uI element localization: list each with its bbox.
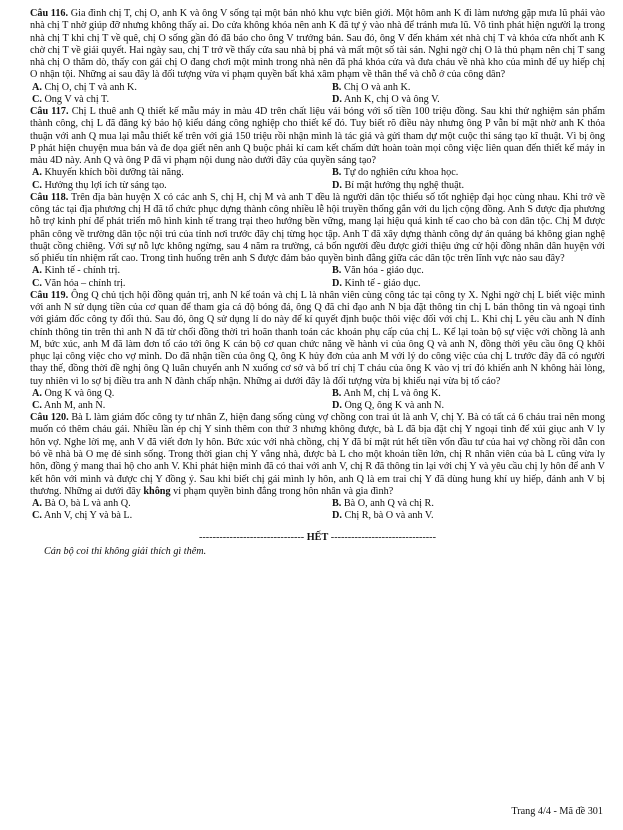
question-number: Câu 120.	[30, 412, 69, 424]
option-text: Chị O, chị T và anh K.	[41, 81, 137, 93]
answer-option	[330, 278, 605, 290]
end-marker	[30, 532, 605, 543]
option-letter: D.	[332, 400, 342, 412]
answer-option	[30, 498, 330, 510]
answer-option	[30, 167, 330, 179]
option-text: Anh K, chị O và ông V.	[341, 93, 440, 105]
option-letter: A.	[32, 167, 42, 179]
question-text	[30, 8, 605, 82]
option-letter: C.	[32, 277, 42, 289]
option-text: Ông Q, ông K và anh N.	[341, 400, 445, 412]
question-body: Bà L làm giám đốc công ty tư nhân Z, hiện đang sống cùng vợ chồng con trai út là anh V, chị Y. Bà có tất cả 6 cháu trai nên mong muốn có thêm cháu gái. Nhiều lần ép chị Y sinh thêm con thứ 3 nhưng không được, bà L đã bịa đặt chị Y ngoại tình để xúi giục anh V ly hôn vợ. Nghe lời mẹ, anh V đã viết đơn ly hôn. Bức xúc với nhà chồng, chị Y đã bí mật rút hết tiền vốn đầu tư của hai vợ chồng rồi dẫn con bỏ về nhà bà O mẹ đẻ sinh sống. Trong thời gian chị Y vắng nhà, được bà L cho một khoản tiền lớn, chị R nhân viên của bà L cũng vừa ly hôn, đồng ý mang thai hộ cho anh V. Khi phát hiện mình đã có thai với anh V, chị R đã thông tin lại với chị Y và yêu cầu chị ly hôn để anh V kết hôn với mình và được chị Y đồng ý. Sau khi biết chị gái mình ly hôn, anh Q là em trai chị Y đã dùng hung khí uy hiếp, đánh anh V bị thương. Những ai dưới đây không vi phạm quyền bình đẳng trong hôn nhân và gia đình?	[30, 412, 605, 497]
option-text: Kinh tế - giáo dục.	[341, 277, 421, 289]
question-number: Câu 117.	[30, 105, 69, 117]
question-body: Ông Q chủ tịch hội đồng quản trị, anh N kế toán và chị L là nhân viên cùng công tác tại công ty X. Nghi ngờ chị L biết việc mình với anh N sử dụng tiền của cơ quan để tham gia cá độ bóng đá, ông Q đã chỉ đạo anh N bịa đặt thông tin chị L bán thông tin và ngoại tình với giám đốc công ty đối thủ. Sau đó, ông Q sử dụng lí do này để kí quyết định buộc thôi việc đối với chị L. Khi chị L yêu cầu anh N đính chính thông tin trên thì anh N đã từ chối đồng thời trì hoãn thanh toán các khoản phụ cấp của chị L. Kể lại toàn bộ sự việc với chồng là anh M, bức xúc, anh M đã làm đơn tố cáo tới ông K cán bộ cơ quan chức năng về hành vi của ông Q và anh N, đồng thời yêu cầu ông Q khôi phục lại công việc cho vợ mình. Do đã nhận tiền của ông Q, ông K hủy đơn của anh M với lý do công việc của chị L trước đây đã có người thay thế, đồng thời đề nghị ông Q luân chuyển anh N xuống cơ sở và bố trí chị T cháu của ông K vào vị trí đó khiến anh N không hài lòng, tuy nhiên vì lo sợ bị điều tra anh N đành chấp nhận. Những ai dưới đây là đối tượng vừa bị khiếu nại vừa bị tố cáo?	[30, 289, 605, 387]
question-number: Câu 119.	[30, 289, 69, 301]
page-footer: Trang 4/4 - Mã đề 301	[511, 806, 603, 817]
option-letter: D.	[332, 93, 342, 105]
answer-option	[330, 167, 605, 179]
question-text	[30, 106, 605, 167]
option-letter: C.	[32, 93, 42, 105]
option-text: Kinh tế - chính trị.	[41, 265, 120, 277]
option-text: Anh V, chị Y và bà L.	[41, 510, 133, 522]
answer-option	[330, 180, 605, 192]
answer-option	[330, 400, 605, 412]
option-letter: B.	[332, 81, 342, 93]
answer-options	[30, 388, 605, 412]
answer-option	[30, 265, 330, 277]
option-letter: D.	[332, 277, 342, 289]
option-letter: A.	[32, 387, 42, 399]
answer-option	[330, 498, 605, 510]
question-block	[30, 290, 605, 413]
option-letter: A.	[32, 498, 42, 510]
option-letter: B.	[332, 387, 342, 399]
emphasis-word: không	[143, 485, 171, 497]
question-list	[30, 8, 605, 522]
option-letter: C.	[32, 179, 42, 191]
question-text	[30, 412, 605, 498]
option-letter: B.	[332, 498, 342, 510]
answer-option	[30, 388, 330, 400]
option-text: Bí mật hưởng thụ nghệ thuật.	[341, 179, 465, 191]
answer-option	[330, 388, 605, 400]
option-text: Bà O, bà L và anh Q.	[41, 498, 131, 510]
option-letter: D.	[332, 510, 342, 522]
option-text: Ông V và chị T.	[41, 93, 110, 105]
option-letter: A.	[32, 265, 42, 277]
question-body: Trên địa bàn huyện X có các anh S, chị H, chị M và anh T đều là người dân tộc thiểu số tốt nghiệp đại học cùng nhau. Khi trở về công tác tại địa phương chị H đã tổ chức phục dựng thành công nhiều lễ hội truyền thống gắn với du lịch cộng đồng. Anh S được địa phương hỗ trợ kinh phí để phát triển mô hình kinh tế trang trại theo hướng bền vững, mang lại hiệu quả kinh tế cao cho bà con dân tộc. Chị M được phân công về trường dân tộc nội trú của tỉnh nơi trước đây chị từng học tập. Anh T đã xây dựng thành công dự án quảng bá không gian nghệ thuật cồng chiêng. Với sự nỗ lực không ngừng, sau 4 năm ra trường, cả bốn người đều được giới thiệu ứng cử hội đồng nhân dân huyện với số phiếu tín nhiệm rất cao. Trong tình huống trên anh S được đảm bảo quyền bình đẳng giữa các dân tộc trên lĩnh vực nào sau đây?	[30, 191, 605, 265]
answer-option	[330, 510, 605, 522]
answer-options	[30, 498, 605, 522]
answer-options	[30, 82, 605, 106]
option-text: Khuyến khích bồi dưỡng tài năng.	[41, 167, 184, 179]
end-text: HẾT	[306, 532, 329, 544]
answer-options	[30, 167, 605, 191]
option-text: Ông K và ông Q.	[41, 387, 115, 399]
exam-page	[30, 8, 605, 557]
option-letter: A.	[32, 81, 42, 93]
option-letter: C.	[32, 510, 42, 522]
end-dashes-left: -------------------------------	[199, 532, 305, 544]
question-number: Câu 116.	[30, 8, 69, 19]
option-text: Tự do nghiên cứu khoa học.	[341, 167, 459, 179]
question-block	[30, 8, 605, 106]
option-text: Văn hóa - giáo dục.	[341, 265, 424, 277]
question-number: Câu 118.	[30, 191, 69, 203]
question-block	[30, 106, 605, 192]
answer-option	[30, 278, 330, 290]
proctor-note: Cán bộ coi thi không giải thích gì thêm.	[44, 546, 207, 558]
option-text: Anh M, chị L và ông K.	[341, 387, 441, 399]
answer-option	[30, 400, 330, 412]
question-text	[30, 192, 605, 266]
option-text: Văn hóa – chính trị.	[41, 277, 126, 289]
option-text: Hưởng thụ lợi ích từ sáng tạo.	[41, 179, 167, 191]
answer-option	[30, 82, 330, 94]
answer-option	[30, 180, 330, 192]
question-body: Gia đình chị T, chị O, anh K và ông V sống tại một bản nhỏ khu vực biên giới. Một hôm anh K đi làm nương gặp mưa lũ phải vào nhà chị T nhờ giúp đỡ nhưng không thấy ai. Do cửa không khóa nên anh K đã tự ý vào nhà để tránh mưa lũ. Vô tình phát hiện người lạ trong nhà chị T khi chị T về quê, chị O sống gần đó đã báo cho ông V trưởng bản. Sau đó, ông V đến khám xét nhà chị T và khóa cửa nhốt anh K chờ chị T về giải quyết. Hai ngày sau, chị T trở về thấy cửa sau nhà bị phá và mất một số tài sản. Nghi ngờ chị O là thủ phạm nên chị T sang nhà chị O thăm dò, thấy con gái chị O đang chơi một mình trong nhà nên đã phá khóa cửa và đưa cháu về nhà kho của mình để uy hiếp chị O nhận tội. Những ai sau đây là đối tượng vừa vi phạm quyền bất khả xâm phạm về thân thể và chỗ ở của công dân?	[30, 8, 605, 81]
option-text: Anh M, anh N.	[41, 400, 106, 412]
answer-option	[330, 82, 605, 94]
answer-option	[330, 265, 605, 277]
question-text	[30, 290, 605, 388]
option-text: Chị R, bà O và anh V.	[341, 510, 434, 522]
option-letter: B.	[332, 265, 342, 277]
question-block	[30, 412, 605, 522]
end-dashes-right: -------------------------------	[330, 532, 436, 544]
option-letter: B.	[332, 167, 342, 179]
answer-option	[330, 94, 605, 106]
question-block	[30, 192, 605, 290]
answer-option	[30, 510, 330, 522]
option-text: Chị O và anh K.	[341, 81, 411, 93]
option-letter: D.	[332, 179, 342, 191]
answer-options	[30, 265, 605, 289]
option-text: Bà O, anh Q và chị R.	[341, 498, 434, 510]
question-body: Chị L thuê anh Q thiết kế mẫu máy in màu 4D trên chất liệu vải bóng với số tiền 100 triệu đồng. Sau khi thử nghiệm sản phẩm thành công, chị L đã đăng ký bảo hộ kiểu dáng công nghiệp cho thiết kế đó. Tuy biết rõ điều này nhưng ông P vẫn bí mật nhờ anh K thỏa thuận với anh Q mua lại mẫu thiết kế trên với giá 150 triệu rồi nhận mình là tác giả và gửi tham dự một cuộc thi sáng tạo kĩ thuật. Vì bị ông P phát hiện chuyện mua bán và đe dọa giết nên anh Q buộc phải kí cam kết chấm dứt hoàn toàn mọi công việc liên quan đến thiết kế máy in màu 4D này. Anh Q và ông P đã vi phạm nội dung nào dưới đây của quyền sáng tạo?	[30, 105, 606, 167]
answer-option	[30, 94, 330, 106]
option-letter: C.	[32, 400, 42, 412]
